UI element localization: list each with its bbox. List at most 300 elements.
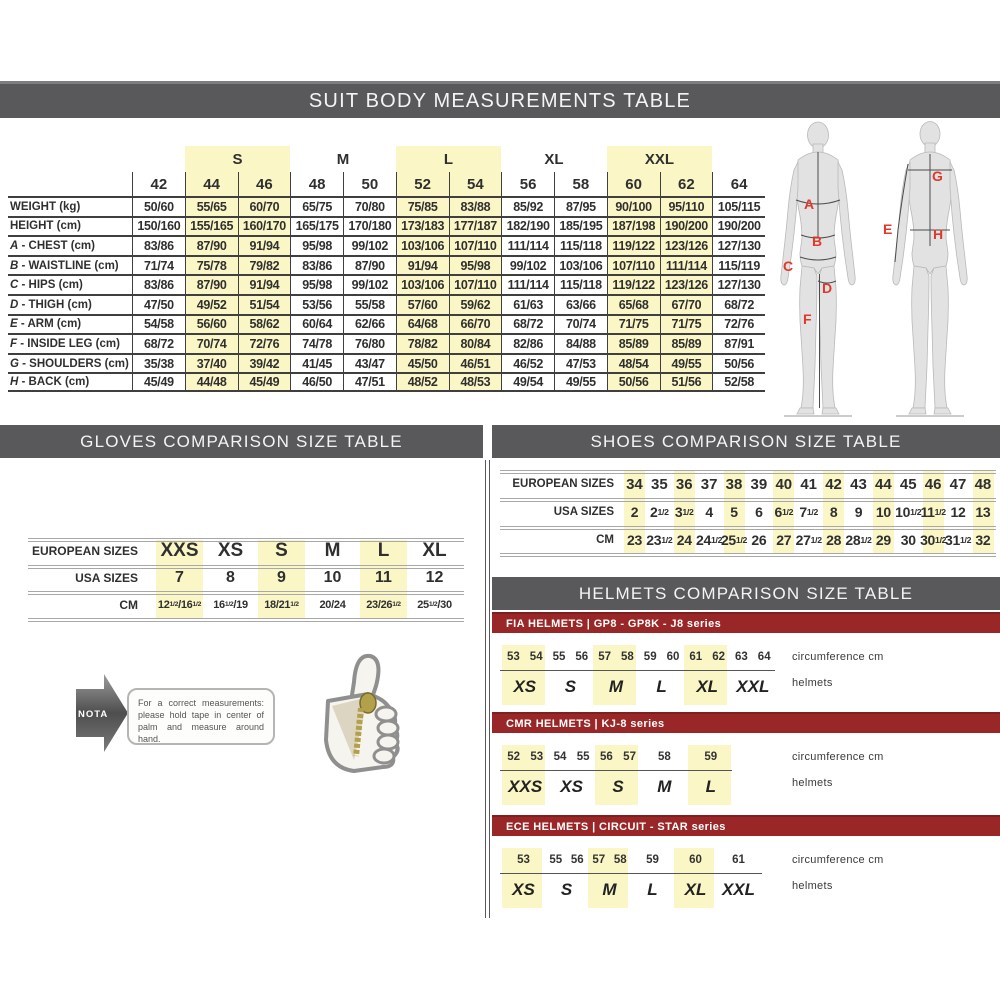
suit-column-header: 46 (238, 172, 291, 196)
suit-value-cell: 71/75 (607, 314, 660, 334)
suit-value-cell: 75/78 (185, 255, 238, 275)
suit-value-cell: 49/55 (554, 372, 607, 392)
suit-value-cell: 91/94 (396, 255, 449, 275)
suit-value-cell: 61/63 (501, 294, 554, 314)
fraction: 1/2 (682, 507, 694, 517)
shoes-value-cell: 24 (676, 532, 692, 548)
suit-value-cell: 70/80 (343, 196, 396, 216)
gloves-value-cell: 12 (425, 569, 444, 587)
shoes-table-title-bar (492, 425, 1000, 458)
shoes-value-cell: 42 (825, 475, 842, 493)
suit-size-group: L (396, 146, 502, 172)
fraction: 1/2 (661, 535, 673, 545)
helmet-circumference-value: 57 (592, 854, 606, 866)
helmet-size-row-label: helmets (792, 880, 833, 892)
fraction: 1/2 (711, 535, 723, 545)
gloves-value-cell: 8 (226, 569, 235, 587)
shoes-value-cell: 46 (924, 475, 942, 493)
suit-value-cell: 103/106 (554, 255, 607, 275)
suit-value-cell: 85/92 (501, 196, 554, 216)
suit-value-cell: 68/72 (501, 314, 554, 334)
suit-value-cell: 59/62 (449, 294, 502, 314)
suit-row-label: HEIGHT (cm) (8, 216, 132, 236)
gloves-value-cell: XL (422, 540, 447, 562)
helmet-section-header-bar: ECE HELMETS | CIRCUIT - STAR series (492, 815, 1000, 836)
suit-column-header: 64 (712, 172, 765, 196)
helmet-size-cell: M (657, 777, 672, 796)
shoes-value-cell: 6 1/2 (774, 504, 794, 520)
suit-value-cell: 72/76 (712, 314, 765, 334)
suit-value-cell: 83/88 (449, 196, 502, 216)
suit-value-cell: 45/49 (238, 372, 291, 392)
shoes-row-label: USA SIZES (553, 506, 614, 518)
suit-value-cell: 99/102 (343, 274, 396, 294)
suit-value-cell: 62/66 (343, 314, 396, 334)
finger (378, 721, 398, 735)
helmet-circumference-value: 56 (575, 651, 589, 663)
gloves-row-label: EUROPEAN SIZES (31, 544, 138, 559)
suit-column-header: 60 (607, 172, 660, 196)
suit-row-label: E - ARM (cm) (8, 314, 132, 334)
shoes-size-table (500, 470, 996, 554)
suit-value-cell: 47/53 (554, 353, 607, 373)
suit-value-cell: 48/54 (607, 353, 660, 373)
suit-value-cell: 41/45 (290, 353, 343, 373)
shoes-value-cell: 24 1/2 (696, 532, 723, 548)
suit-value-cell: 49/52 (185, 294, 238, 314)
helmet-size-cell: XL (696, 677, 719, 696)
shoes-value-cell: 8 (829, 504, 838, 520)
suit-value-cell: 50/60 (132, 196, 185, 216)
shoes-value-cell: 5 (730, 504, 738, 520)
shoes-value-cell: 30 (900, 532, 916, 548)
helmet-circumference-value: 64 (757, 651, 771, 663)
gloves-table-title: GLOVES COMPARISON SIZE TABLE (80, 431, 403, 451)
helmet-circumference-value: 53 (507, 651, 520, 663)
suit-value-cell: 170/180 (343, 216, 396, 236)
shoes-value-cell: 27 (776, 532, 792, 548)
shoes-value-cell: 2 (630, 504, 639, 520)
suit-table-title-bar (0, 81, 1000, 118)
fraction: 1/2 (392, 601, 401, 609)
suit-value-cell: 67/70 (660, 294, 713, 314)
suit-value-cell: 99/102 (343, 235, 396, 255)
suit-value-cell: 187/198 (607, 216, 660, 236)
shoes-value-cell: 9 (854, 504, 863, 520)
suit-value-cell: 71/75 (660, 314, 713, 334)
fraction: 1/2 (781, 507, 794, 517)
suit-row-label: H - BACK (cm) (8, 372, 132, 392)
helmet-circumference-value: 58 (620, 651, 634, 663)
suit-value-cell: 177/187 (449, 216, 502, 236)
shoes-grid (500, 470, 996, 554)
nota-label: NOTA (78, 709, 109, 720)
suit-value-cell: 87/95 (554, 196, 607, 216)
suit-value-cell: 44/48 (185, 372, 238, 392)
suit-row-label: G - SHOULDERS (cm) (8, 353, 132, 373)
suit-value-cell: 99/102 (501, 255, 554, 275)
suit-value-cell: 56/60 (185, 314, 238, 334)
fraction: 1/2 (934, 507, 946, 517)
helmet-section-header-bar: FIA HELMETS | GP8 - GP8K - J8 series (492, 612, 1000, 633)
helmet-circumference-value: 59 (643, 651, 657, 663)
shoes-value-cell: 23 (626, 532, 642, 548)
suit-value-cell: 50/56 (712, 353, 765, 373)
suit-value-cell: 50/56 (607, 372, 660, 392)
suit-column-header: 42 (132, 172, 185, 196)
shoes-value-cell: 10 1/2 (895, 504, 922, 520)
suit-value-cell: 83/86 (132, 235, 185, 255)
helmet-circumference-group (595, 746, 641, 768)
suit-value-cell: 123/126 (660, 235, 713, 255)
fraction: 1/2 (959, 535, 972, 545)
suit-value-cell: 51/56 (660, 372, 713, 392)
finger (378, 735, 398, 749)
shoes-value-cell: 2 1/2 (650, 504, 669, 520)
gloves-value-cell: L (377, 540, 390, 562)
suit-value-cell: 43/47 (343, 353, 396, 373)
suit-value-cell: 103/106 (396, 235, 449, 255)
helmet-size-cell: XXL (736, 677, 770, 696)
suit-value-cell: 35/38 (132, 353, 185, 373)
shoes-value-cell: 37 (700, 475, 718, 493)
fraction: 1/2 (192, 601, 202, 609)
suit-value-cell: 165/175 (290, 216, 343, 236)
suit-value-cell: 60/70 (238, 196, 291, 216)
shoes-value-cell: 7 1/2 (799, 504, 818, 520)
shoes-value-cell: 48 (974, 475, 992, 493)
suit-row-label: F - INSIDE LEG (cm) (8, 333, 132, 353)
suit-value-cell: 70/74 (554, 314, 607, 334)
shoes-value-cell: 45 (899, 475, 917, 493)
shoes-value-cell: 47 (949, 475, 967, 493)
suit-value-cell: 46/50 (290, 372, 343, 392)
helmet-circumference-value: 57 (598, 651, 611, 663)
shoes-value-cell: 11 1/2 (920, 504, 946, 520)
suit-column-header: 54 (449, 172, 502, 196)
suit-column-header: 58 (554, 172, 607, 196)
back-figure (883, 122, 967, 417)
suit-value-cell: 155/165 (185, 216, 238, 236)
suit-row-label: A - CHEST (cm) (8, 235, 132, 255)
shoes-value-cell: 31 1/2 (944, 532, 972, 548)
fraction: 1/2 (860, 535, 872, 545)
suit-value-cell: 160/170 (238, 216, 291, 236)
shoes-value-cell: 25 1/2 (720, 532, 748, 548)
suit-value-cell: 87/90 (343, 255, 396, 275)
measurement-letter-inside-leg: F (803, 311, 812, 327)
suit-value-cell: 51/54 (238, 294, 291, 314)
fraction: 1/2 (169, 601, 179, 609)
suit-measurements-table (8, 146, 765, 392)
measurement-letter-hips: C (783, 258, 794, 274)
gloves-value-cell: 25 1/2 /30 (417, 598, 452, 611)
shoes-value-cell: 34 (626, 475, 643, 493)
helmet-circumference-group (688, 746, 734, 768)
suit-value-cell: 91/94 (238, 274, 291, 294)
suit-value-cell: 75/85 (396, 196, 449, 216)
suit-value-cell: 46/52 (501, 353, 554, 373)
shoes-row-label: CM (596, 534, 614, 546)
helmet-circumference-group (588, 849, 631, 871)
fraction: 1/2 (428, 601, 438, 609)
helmet-circumference-value: 53 (530, 751, 544, 763)
gloves-value-cell: M (324, 540, 341, 562)
suit-value-cell: 64/68 (396, 314, 449, 334)
suit-value-cell: 95/98 (290, 274, 343, 294)
suit-value-cell: 115/119 (712, 255, 765, 275)
helmet-size-cell: XS (513, 677, 537, 696)
gloves-value-cell: 11 (375, 569, 392, 587)
suit-value-cell: 63/66 (554, 294, 607, 314)
suit-value-cell: 60/64 (290, 314, 343, 334)
helmet-circumference-value: 61 (732, 854, 745, 866)
helmet-size-cell: M (608, 677, 624, 696)
shoes-row-label: EUROPEAN SIZES (512, 478, 614, 490)
helmet-circumference-value: 60 (689, 854, 702, 866)
helmet-circumference-value: 62 (712, 651, 725, 663)
fraction: 1/2 (290, 601, 299, 609)
suit-value-cell: 90/100 (607, 196, 660, 216)
suit-value-cell: 39/42 (238, 353, 291, 373)
suit-row-label: WEIGHT (kg) (8, 196, 132, 216)
helmet-circumference-value: 56 (599, 751, 613, 763)
suit-value-cell: 48/53 (449, 372, 502, 392)
suit-value-cell: 48/52 (396, 372, 449, 392)
helmet-size-cell: XS (560, 777, 583, 796)
section-divider-line (485, 460, 486, 918)
helmet-size-cell: L (705, 777, 716, 796)
note-bubble (127, 688, 275, 745)
helmet-circumference-value: 54 (553, 751, 567, 763)
suit-value-cell: 79/82 (238, 255, 291, 275)
helmet-circumference-value: 59 (646, 854, 659, 866)
gloves-grid (28, 538, 464, 621)
shoes-value-cell: 39 (750, 475, 768, 493)
suit-value-cell: 182/190 (501, 216, 554, 236)
suit-value-cell: 111/114 (501, 235, 554, 255)
suit-value-cell: 65/68 (607, 294, 660, 314)
helmet-circumference-group (502, 746, 548, 768)
fraction: 1/2 (806, 507, 818, 517)
measurement-letter-thigh: D (822, 280, 833, 296)
helmet-circumference-value: 55 (549, 854, 563, 866)
suit-value-cell: 105/115 (712, 196, 765, 216)
fraction: 1/2 (224, 601, 234, 609)
gloves-size-table (28, 538, 464, 621)
shoes-value-cell: 6 (755, 504, 763, 520)
measurement-letter-chest: A (804, 196, 815, 212)
suit-value-cell: 76/80 (343, 333, 396, 353)
suit-value-cell: 107/110 (449, 274, 502, 294)
suit-value-cell: 107/110 (449, 235, 502, 255)
suit-value-cell: 103/106 (396, 274, 449, 294)
suit-row-label: B - WAISTLINE (cm) (8, 255, 132, 275)
helmet-size-cell: S (612, 777, 624, 796)
shoes-value-cell: 4 (705, 504, 713, 520)
helmet-size-row-label: helmets (792, 777, 833, 789)
suit-value-cell: 80/84 (449, 333, 502, 353)
suit-value-cell: 45/49 (132, 372, 185, 392)
helmet-section-header-bar: CMR HELMETS | KJ-8 series (492, 712, 1000, 733)
suit-value-cell: 127/130 (712, 235, 765, 255)
suit-value-cell: 74/78 (290, 333, 343, 353)
shoes-value-cell: 36 (675, 475, 693, 493)
shoes-value-cell: 28 1/2 (845, 532, 872, 548)
helmet-circumference-group (684, 646, 730, 668)
helmet-circumference-value: 59 (704, 751, 718, 763)
helmet-size-cell: L (647, 880, 658, 899)
helmet-size-cell: M (602, 880, 617, 899)
row-divider-line (500, 873, 762, 874)
suit-value-cell: 70/74 (185, 333, 238, 353)
helmet-circumference-value: 61 (689, 651, 703, 663)
suit-column-header: 52 (396, 172, 449, 196)
suit-row-label: C - HIPS (cm) (8, 274, 132, 294)
gloves-value-cell: 7 (175, 569, 184, 587)
suit-value-cell: 115/118 (554, 274, 607, 294)
suit-size-group-blank (132, 146, 185, 172)
gloves-row-label: CM (119, 597, 138, 612)
suit-row-label: D - THIGH (cm) (8, 294, 132, 314)
helmets-table-title: HELMETS COMPARISON SIZE TABLE (578, 583, 914, 603)
measurement-letter-shoulders: G (932, 168, 943, 184)
suit-value-cell: 47/50 (132, 294, 185, 314)
suit-column-header: 50 (343, 172, 396, 196)
helmet-circumference-group (730, 646, 776, 668)
gloves-value-cell: 9 (277, 569, 286, 587)
suit-corner-blank (8, 146, 132, 172)
suit-value-cell: 190/200 (660, 216, 713, 236)
suit-value-cell: 45/50 (396, 353, 449, 373)
suit-value-cell: 53/56 (290, 294, 343, 314)
suit-value-cell: 95/110 (660, 196, 713, 216)
helmet-circumference-value: 54 (529, 651, 543, 663)
helmet-size-cell: XXS (508, 777, 543, 796)
helmet-circumference-value: 56 (570, 854, 584, 866)
helmet-circumference-group (593, 646, 639, 668)
suit-value-cell: 54/58 (132, 314, 185, 334)
suit-value-cell: 83/86 (290, 255, 343, 275)
gloves-value-cell: XXS (160, 540, 199, 562)
suit-value-cell: 72/76 (238, 333, 291, 353)
suit-value-cell: 84/88 (554, 333, 607, 353)
front-figure (781, 122, 855, 416)
shoes-value-cell: 27 1/2 (795, 532, 822, 548)
shoes-value-cell: 40 (775, 475, 793, 493)
shoes-value-cell: 32 (975, 532, 991, 548)
helmet-size-cell: XS (512, 880, 535, 899)
suit-value-cell: 68/72 (132, 333, 185, 353)
suit-value-cell: 66/70 (449, 314, 502, 334)
row-divider-line (500, 770, 732, 771)
suit-value-cell: 190/200 (712, 216, 765, 236)
suit-value-cell: 107/110 (607, 255, 660, 275)
gloves-value-cell: 16 1/2 /19 (213, 598, 248, 611)
helmet-circumference-group (717, 849, 760, 871)
suit-value-cell: 95/98 (290, 235, 343, 255)
suit-value-cell: 91/94 (238, 235, 291, 255)
suit-column-header: 62 (660, 172, 713, 196)
suit-value-cell: 65/75 (290, 196, 343, 216)
gloves-value-cell: XS (217, 540, 244, 562)
helmet-section-rows (502, 848, 998, 910)
helmet-circumference-group (674, 849, 717, 871)
helmet-circumference-value: 58 (613, 854, 627, 866)
gloves-value-cell: 18/21 1/2 (264, 598, 299, 611)
helmet-size-cell: L (656, 677, 667, 696)
shoes-value-cell: 23 1/2 (646, 532, 673, 548)
gloves-value-cell: 20/24 (319, 598, 346, 611)
shoes-value-cell: 12 (950, 504, 966, 520)
suit-value-cell: 82/86 (501, 333, 554, 353)
suit-value-cell: 119/122 (607, 235, 660, 255)
shoes-value-cell: 28 (826, 532, 842, 548)
shoes-value-cell: 13 (975, 504, 991, 520)
helmet-circumference-value: 53 (517, 854, 530, 866)
nota-arrow-icon (76, 674, 128, 752)
suit-value-cell: 119/122 (607, 274, 660, 294)
shoes-value-cell: 44 (875, 475, 892, 493)
suit-value-cell: 85/89 (607, 333, 660, 353)
row-divider-line (500, 670, 775, 671)
shoes-value-cell: 41 (800, 475, 818, 493)
helmet-circumference-group (641, 746, 687, 768)
shoes-value-cell: 26 (751, 532, 767, 548)
suit-value-cell: 55/58 (343, 294, 396, 314)
suit-size-group-blank (712, 146, 765, 172)
shoes-value-cell: 3 1/2 (674, 504, 694, 520)
shoes-table-title: SHOES COMPARISON SIZE TABLE (590, 431, 902, 451)
suit-value-cell: 57/60 (396, 294, 449, 314)
suit-value-cell: 87/91 (712, 333, 765, 353)
helmet-size-cell: S (564, 677, 577, 696)
suit-value-cell: 71/74 (132, 255, 185, 275)
helmet-circumference-value: 63 (735, 651, 748, 663)
suit-value-cell: 111/114 (501, 274, 554, 294)
helmets-table-title-bar (492, 577, 1000, 610)
measurement-letter-waistline: B (812, 233, 823, 249)
suit-value-cell: 123/126 (660, 274, 713, 294)
helmet-circumference-group (548, 746, 594, 768)
fraction: 1/2 (810, 535, 822, 545)
helmet-circumference-group (545, 849, 588, 871)
helmet-circumference-group (502, 849, 545, 871)
helmet-section-rows (502, 745, 998, 807)
suit-value-cell: 150/160 (132, 216, 185, 236)
measurement-letter-back: H (933, 226, 944, 242)
suit-column-header: 44 (185, 172, 238, 196)
fraction: 1/2 (735, 535, 748, 545)
shoes-value-cell: 30 1/2 (920, 532, 947, 548)
helmet-circumference-group (639, 646, 685, 668)
helmet-section-rows (502, 645, 998, 707)
finger (376, 707, 396, 721)
helmet-size-cell: S (560, 880, 573, 899)
helmet-circumference-label: circumference cm (792, 651, 884, 663)
gloves-value-cell: 12 1/2 /16 1/2 (157, 598, 202, 611)
helmet-circumference-value: 55 (552, 651, 566, 663)
note-text: For a correct measurements: please hold tape in center of palm and measure around hand. (138, 698, 264, 745)
fraction: 1/2 (935, 535, 947, 545)
measurement-letter-arm: E (883, 221, 893, 237)
helmet-circumference-group (502, 646, 548, 668)
suit-size-group: M (336, 150, 350, 168)
suit-value-cell: 47/51 (343, 372, 396, 392)
helmet-size-cell: XL (684, 880, 707, 899)
suit-value-cell: 95/98 (449, 255, 502, 275)
suit-value-cell: 46/51 (449, 353, 502, 373)
